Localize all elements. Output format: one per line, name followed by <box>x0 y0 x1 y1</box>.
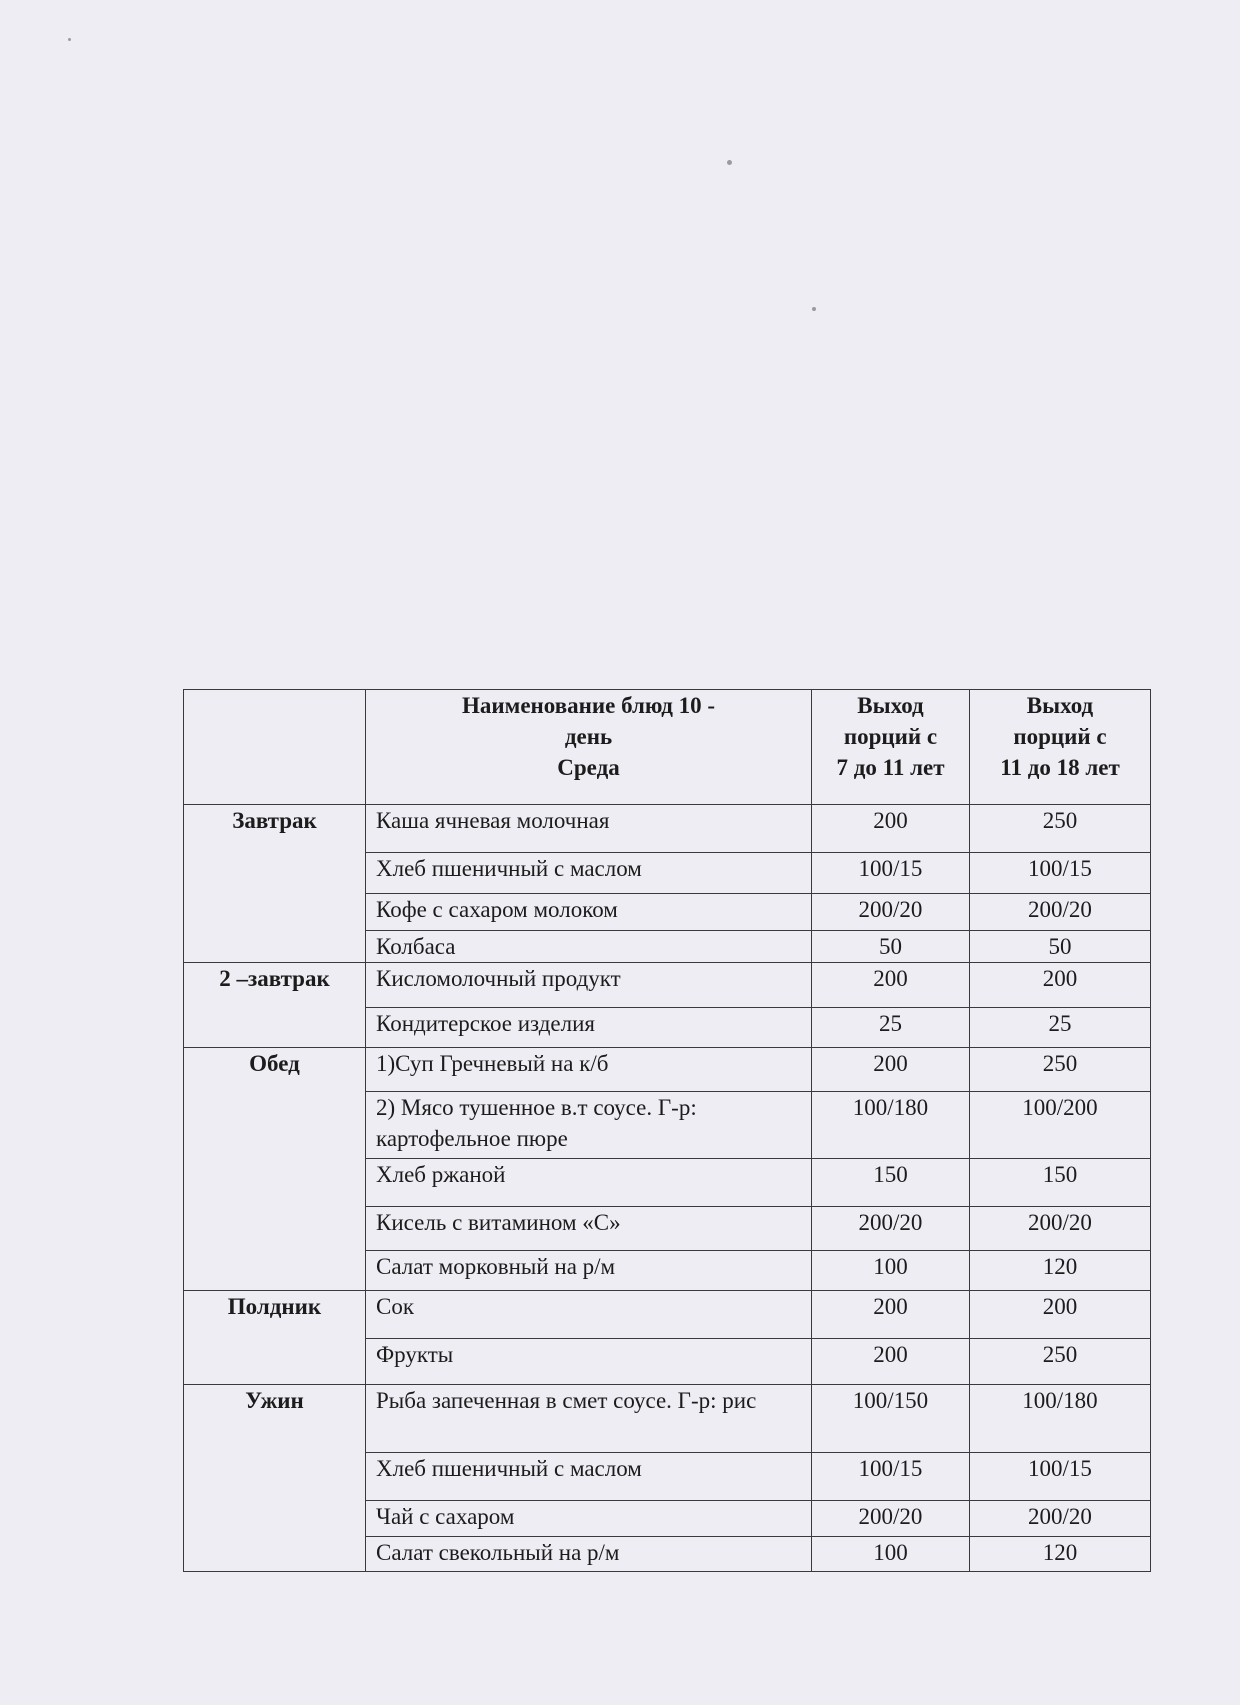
yield-11-18: 120 <box>970 1537 1151 1572</box>
table-row <box>184 1385 1151 1453</box>
scan-speck <box>68 38 71 41</box>
yield-7-11: 200/20 <box>812 1207 970 1251</box>
dish-name: 1)Суп Гречневый на к/б <box>366 1048 812 1092</box>
dish-name: Кисломолочный продукт <box>366 963 812 1008</box>
table-row <box>184 963 1151 1008</box>
yield-11-18: 200 <box>970 1291 1151 1339</box>
title-line: Наименование блюд 10 - <box>462 693 715 718</box>
yield-7-11: 200 <box>812 1291 970 1339</box>
menu-body <box>184 805 1151 1572</box>
meal-name: Завтрак <box>184 805 366 963</box>
header-yield-7-11 <box>812 690 970 805</box>
yield-label: Выход <box>857 693 924 718</box>
dish-name: Фрукты <box>366 1339 812 1385</box>
yield-7-11: 100 <box>812 1537 970 1572</box>
yield-11-18: 250 <box>970 805 1151 853</box>
yield-11-18: 200 <box>970 963 1151 1008</box>
dish-name: Хлеб пшеничный с маслом <box>366 1453 812 1501</box>
header-yield-11-18 <box>970 690 1151 805</box>
yield-11-18: 120 <box>970 1251 1151 1291</box>
table-row <box>184 805 1151 853</box>
header-row <box>184 690 1151 805</box>
dish-name: Кофе с сахаром молоком <box>366 894 812 931</box>
menu-table <box>183 689 1151 1572</box>
yield-7-11: 200/20 <box>812 1501 970 1537</box>
yield-7-11: 100 <box>812 1251 970 1291</box>
meal-name: 2 –завтрак <box>184 963 366 1048</box>
yield-11-18: 100/180 <box>970 1385 1151 1453</box>
dish-name: Сок <box>366 1291 812 1339</box>
yield-11-18: 50 <box>970 931 1151 963</box>
dish-name: Салат свекольный на р/м <box>366 1537 812 1572</box>
yield-11-18: 200/20 <box>970 1501 1151 1537</box>
table-row <box>184 1291 1151 1339</box>
yield-11-18: 200/20 <box>970 1207 1151 1251</box>
dish-name: Чай с сахаром <box>366 1501 812 1537</box>
dish-name: Хлеб ржаной <box>366 1159 812 1207</box>
yield-7-11: 200 <box>812 805 970 853</box>
yield-7-11: 150 <box>812 1159 970 1207</box>
title-line: день <box>564 724 613 749</box>
dish-name: Хлеб пшеничный с маслом <box>366 853 812 894</box>
yield-label: Выход <box>1026 693 1094 718</box>
yield-7-11: 200 <box>812 1339 970 1385</box>
yield-7-11: 100/15 <box>812 1453 970 1501</box>
yield-11-18: 100/200 <box>970 1092 1151 1159</box>
dish-name: Рыба запеченная в смет соусе. Г-р: рис <box>366 1385 812 1453</box>
yield-label: порций с <box>1013 724 1107 749</box>
dish-name: Кисель с витамином «С» <box>366 1207 812 1251</box>
title-day: Среда <box>557 755 620 780</box>
dish-name: Салат морковный на р/м <box>366 1251 812 1291</box>
yield-7-11: 100/15 <box>812 853 970 894</box>
yield-7-11: 200/20 <box>812 894 970 931</box>
meal-name: Полдник <box>184 1291 366 1385</box>
yield-7-11: 200 <box>812 1048 970 1092</box>
table-row <box>184 1048 1151 1092</box>
header-dish-title <box>366 690 812 805</box>
yield-7-11: 25 <box>812 1008 970 1048</box>
meal-name: Обед <box>184 1048 366 1291</box>
yield-11-18: 25 <box>970 1008 1151 1048</box>
yield-11-18: 250 <box>970 1048 1151 1092</box>
yield-7-11: 100/180 <box>812 1092 970 1159</box>
yield-7-11: 50 <box>812 931 970 963</box>
header-empty-cell <box>184 690 366 805</box>
dish-name: Каша ячневая молочная <box>366 805 812 853</box>
yield-age: 11 до 18 лет <box>1000 755 1120 780</box>
meal-name: Ужин <box>184 1385 366 1572</box>
scan-speck <box>812 307 816 311</box>
yield-11-18: 100/15 <box>970 853 1151 894</box>
yield-11-18: 250 <box>970 1339 1151 1385</box>
dish-name: 2) Мясо тушенное в.т соусе. Г-р: картофельное пюре <box>366 1092 812 1159</box>
yield-7-11: 100/150 <box>812 1385 970 1453</box>
yield-11-18: 200/20 <box>970 894 1151 931</box>
yield-11-18: 100/15 <box>970 1453 1151 1501</box>
yield-7-11: 200 <box>812 963 970 1008</box>
yield-age: 7 до 11 лет <box>836 755 945 780</box>
dish-name: Кондитерское изделия <box>366 1008 812 1048</box>
scan-speck <box>727 160 732 165</box>
yield-label: порций с <box>843 724 938 749</box>
dish-name: Колбаса <box>366 931 812 963</box>
yield-11-18: 150 <box>970 1159 1151 1207</box>
